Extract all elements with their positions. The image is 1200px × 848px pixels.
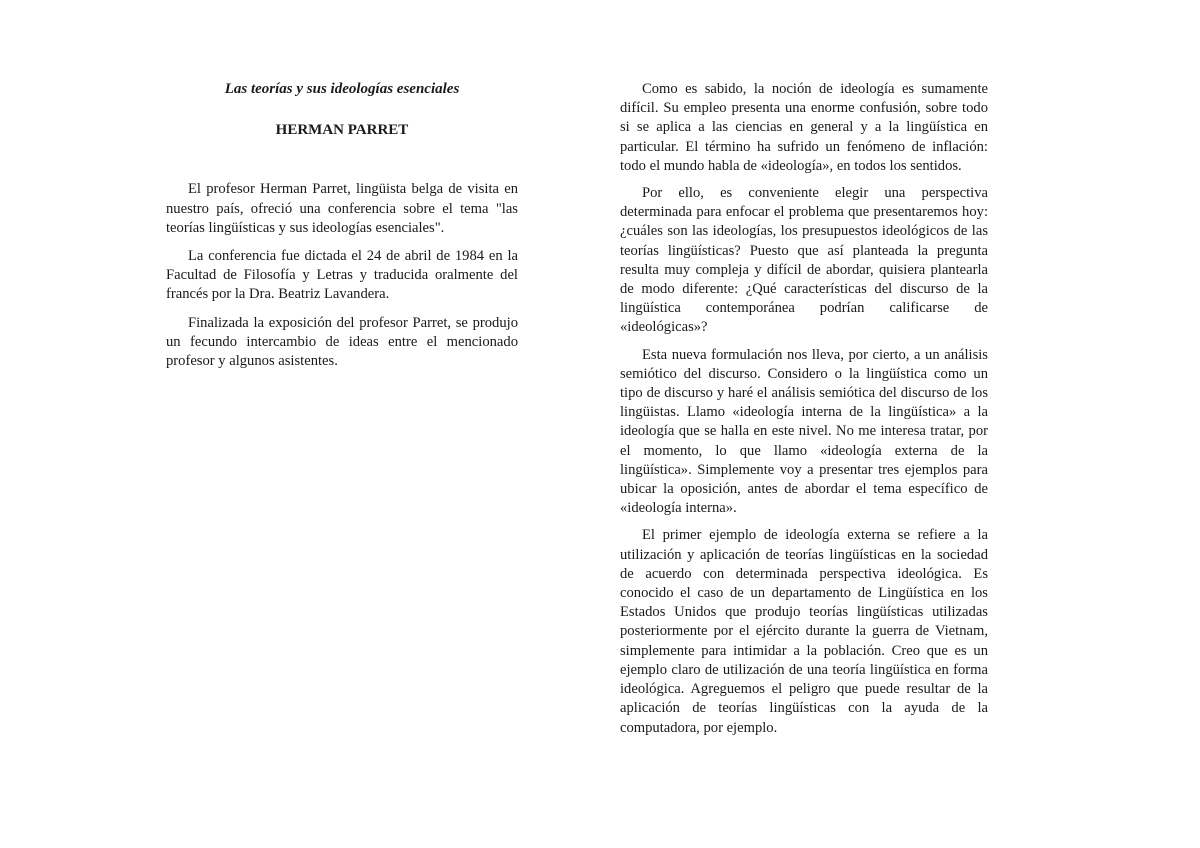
body-paragraph-4: El primer ejemplo de ideología externa se refiere a la utilización y aplicación de teorías lingüísticas en la sociedad de acuerdo con determinada perspectiva ideológica. Es conocido el caso de un departamento de Lingüística en los Estados Unidos que produjo teorías lingüísticas utilizadas posteriormente por el ejército durante la guerra de Vietnam, simplemente para intimidar a la población. Creo que es un ejemplo claro de utilización de una teoría lingüística en forma ideológica. Agreguemos el peligro que puede resultar de la aplicación de teorías lingüísticas con la ayuda de la computadora, por ejemplo.	[620, 527, 988, 736]
author-name: HERMAN PARRET	[275, 122, 409, 139]
body-paragraph-3: Esta nueva formulación nos lleva, por cierto, a un análisis semiótico del discurso. Considero o la lingüística como un tipo de discurso y haré el análisis semiótica del discurso de los lingüistas. Llamo «ideología interna de la lingüística» a la ideología que se halla en este nivel. No me interesa tratar, por el momento, lo que llamo «ideología externa de la lingüística». Simplemente voy a presentar tres ejemplos para ubicar la oposición, antes de abordar el tema específico de «ideología interna».	[620, 346, 988, 517]
intro-paragraph-2: La conferencia fue dictada el 24 de abril de 1984 en la Facultad de Filosofía y Letras y traducida oralmente del francés por la Dra. Beatriz Lavandera.	[166, 248, 518, 303]
intro-paragraph-1: El profesor Herman Parret, lingüista belga de visita en nuestro país, ofreció una conferencia sobre el tema "las teorías lingüísticas y sus ideologías esenciales".	[166, 181, 518, 236]
left-column	[166, 80, 518, 380]
intro-paragraph-3: Finalizada la exposición del profesor Parret, se produjo un fecundo intercambio de ideas entre el mencionado profesor y algunos asistentes.	[166, 314, 518, 370]
article-title: Las teorías y sus ideologías esenciales	[224, 81, 460, 97]
intro-block	[166, 180, 518, 371]
right-column	[620, 80, 988, 746]
body-paragraph-1: Como es sabido, la noción de ideología es sumamente difícil. Su empleo presenta una enorme confusión, sobre todo si se aplica a las ciencias en general y a la lingüística en particular. El término ha sufrido un fenómeno de inflación: todo el mundo habla de «ideología», en todos los sentidos.	[620, 81, 988, 174]
body-paragraph-2: Por ello, es conveniente elegir una perspectiva determinada para enfocar el problema que presentaremos hoy: ¿cuáles son las ideologías, los presupuestos ideológicos de las teorías lingüísticas? Puesto que así planteada la pregunta resulta muy compleja y difícil de abordar, quisiera plantearla de modo diferente: ¿Qué características del discurso de la lingüística contemporánea podrían calificarse de «ideológicas»?	[620, 185, 988, 336]
